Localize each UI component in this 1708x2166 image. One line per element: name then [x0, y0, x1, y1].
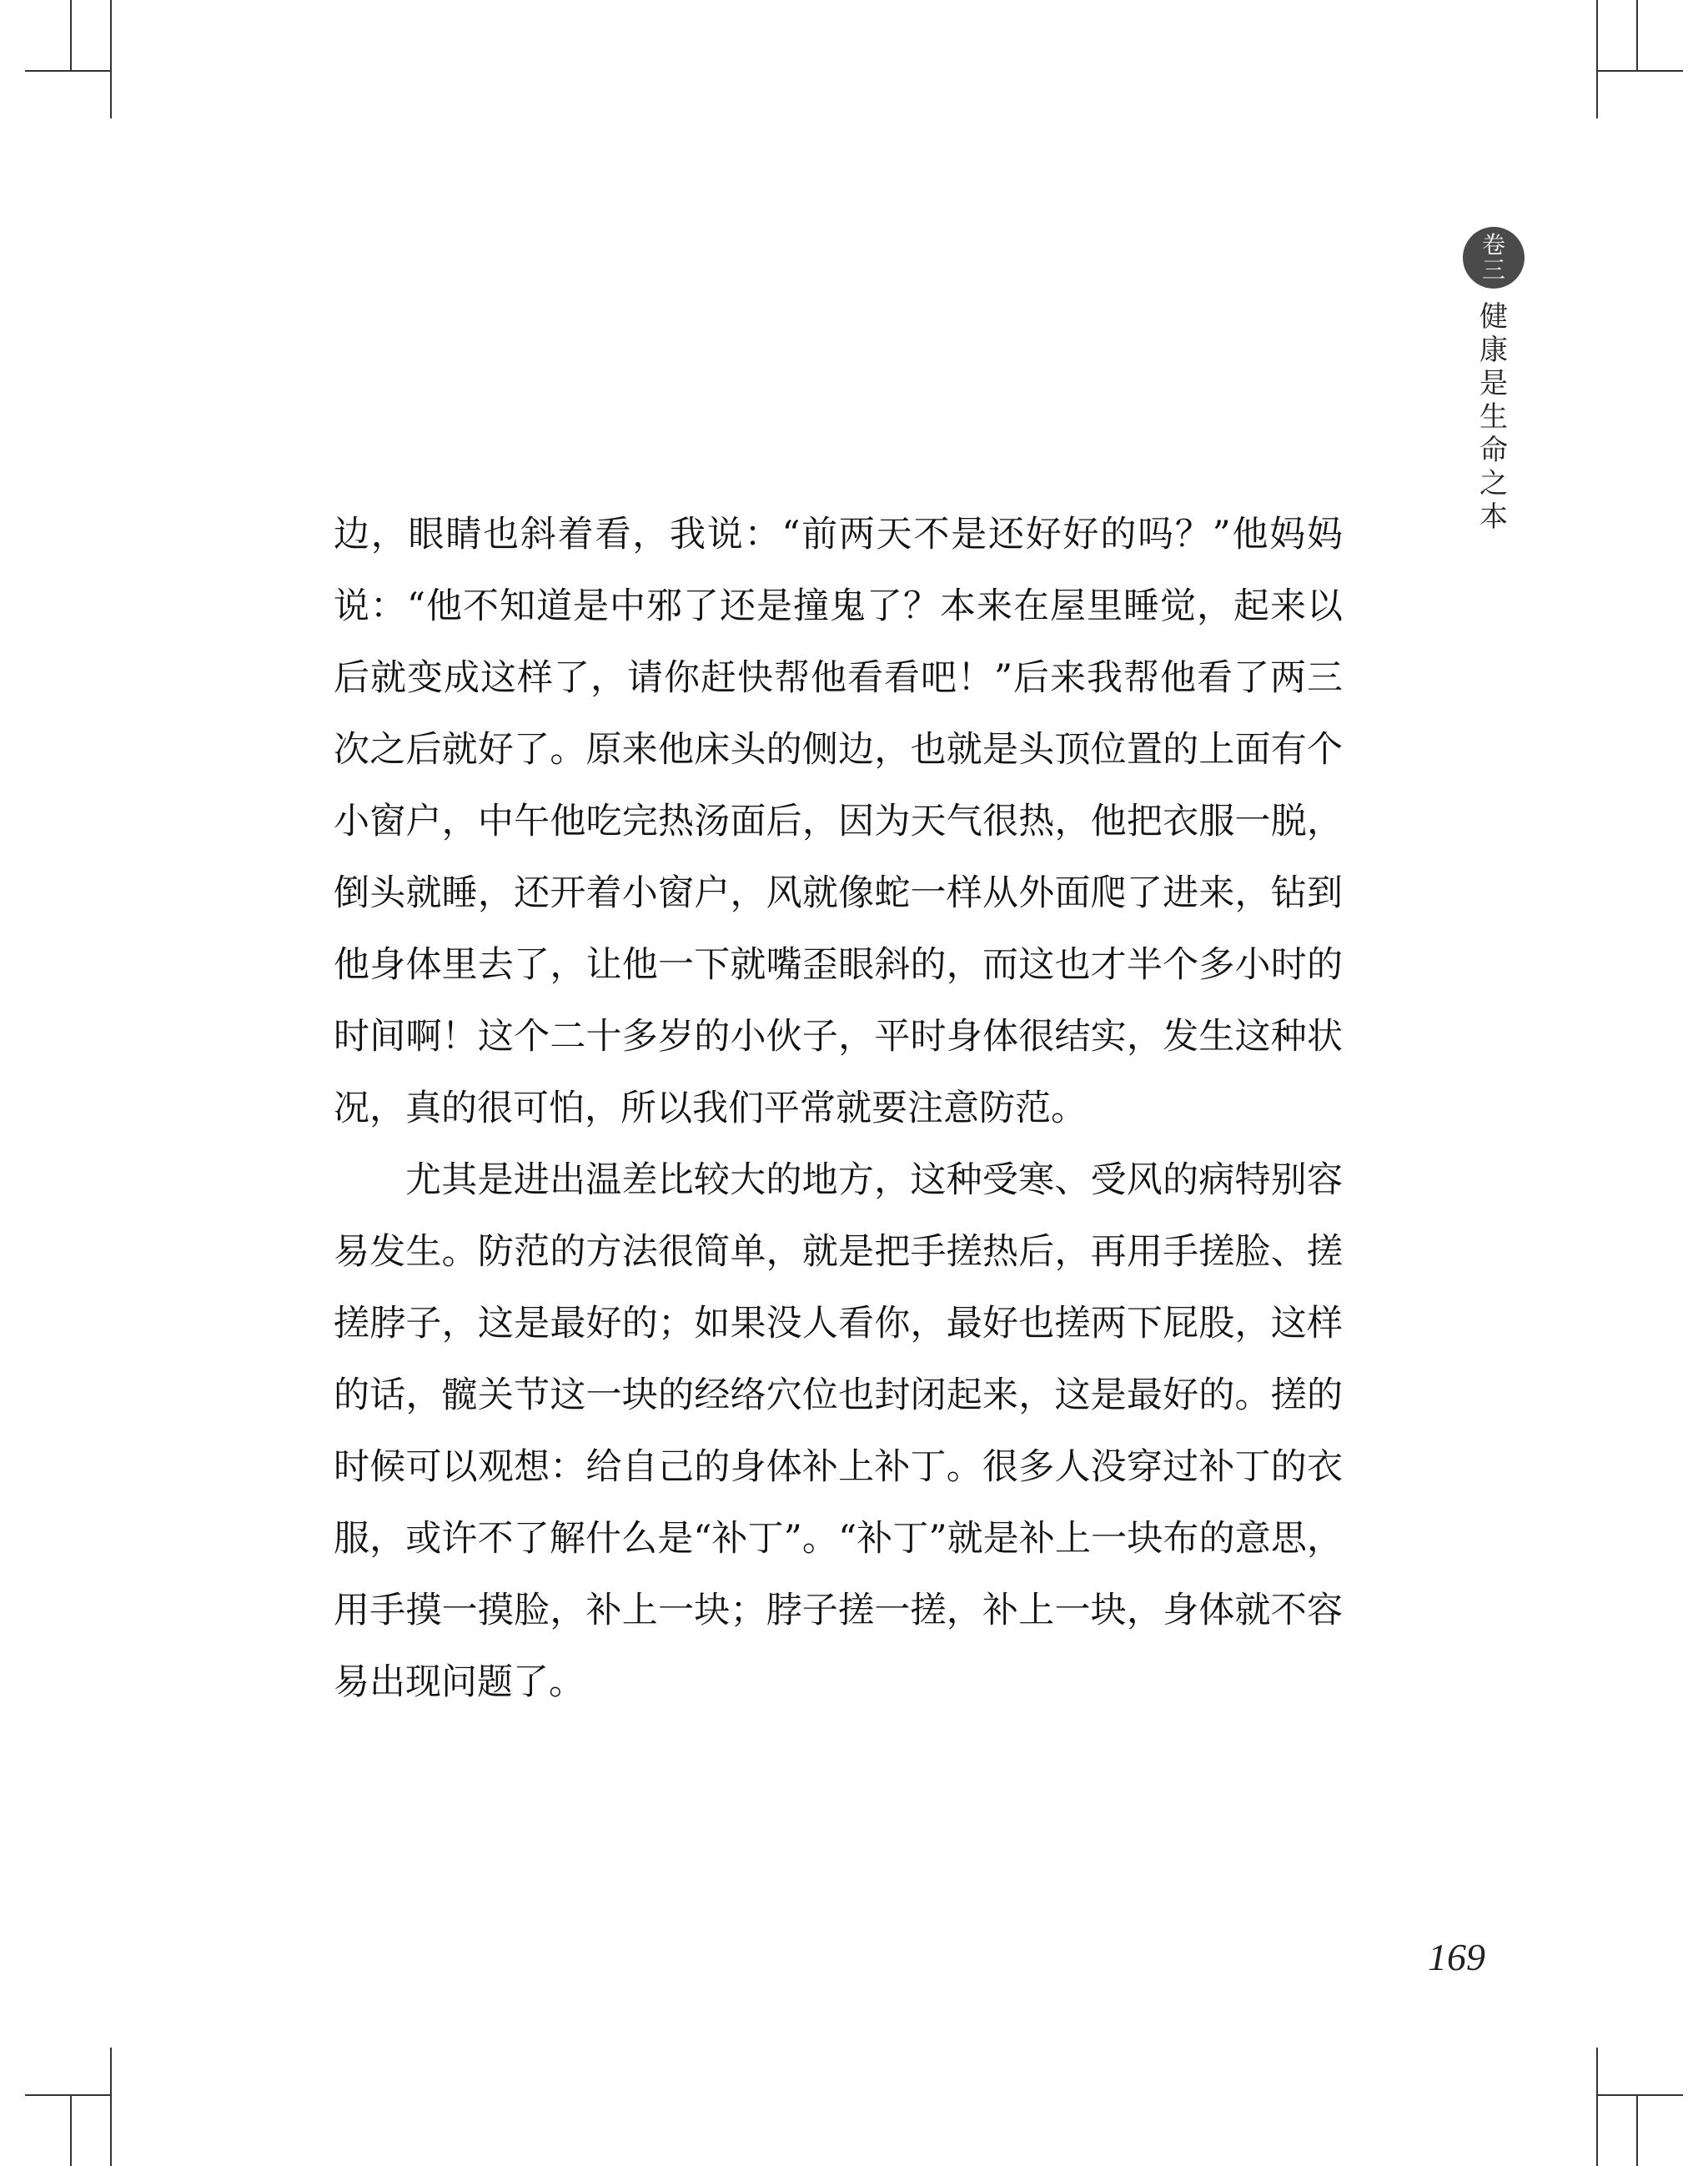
volume-badge	[1463, 227, 1525, 289]
crop-mark-top-right-vertical	[1596, 0, 1598, 118]
crop-mark-bottom-left-vertical	[110, 2048, 112, 2166]
volume-label-line2: 三	[1481, 256, 1505, 284]
paragraph-2: 尤其是进出温差比较大的地方，这种受寒、受风的病特别容易发生。防范的方法很简单，就是把手搓热后，再用手搓脸、搓搓脖子，这是最好的；如果没人看你，最好也搓两下屁股，这样的话，髋关节这一块的经络穴位也封闭起来，这是最好的。搓的时候可以观想：给自己的身体补上补丁。很多人没穿过补丁的衣服，或许不了解什么是“补丁”。“补丁”就是补上一块布的意思，用手摸一摸脸，补上一块；脖子搓一搓，补上一块，身体就不容易出现问题了。	[334, 1159, 1343, 1703]
crop-mark-bottom-right-vertical-outer	[1636, 2094, 1638, 2166]
crop-mark-bottom-left-vertical-outer	[70, 2094, 72, 2166]
section-title-vertical: 健康是生命之本	[1479, 300, 1508, 534]
body-text	[334, 499, 1343, 1718]
crop-mark-top-right-vertical-outer	[1636, 0, 1638, 70]
page-number: 169	[1428, 1936, 1485, 1978]
volume-label-line1: 卷	[1481, 231, 1505, 259]
crop-mark-top-left-vertical	[110, 0, 112, 118]
crop-mark-top-right-horizontal	[1598, 70, 1683, 72]
paragraph-1: 边，眼睛也斜着看，我说：“前两天不是还好好的吗？”他妈妈说：“他不知道是中邪了还是撞鬼了？本来在屋里睡觉，起来以后就变成这样了，请你赶快帮他看看吧！”后来我帮他看了两三次之后就好了。原来他床头的侧边，也就是头顶位置的上面有个小窗户，中午他吃完热汤面后，因为天气很热，他把衣服一脱，倒头就睡，还开着小窗户，风就像蛇一样从外面爬了进来，钻到他身体里去了，让他一下就嘴歪眼斜的，而这也才半个多小时的时间啊！这个二十多岁的小伙子，平时身体很结实，发生这种状况，真的很可怕，所以我们平常就要注意防范。	[334, 514, 1343, 1129]
crop-mark-top-left-vertical-outer	[70, 0, 72, 70]
crop-mark-bottom-right-vertical	[1596, 2048, 1598, 2166]
crop-mark-top-left-horizontal	[25, 70, 110, 72]
crop-mark-bottom-right-horizontal	[1598, 2094, 1683, 2096]
crop-mark-bottom-left-horizontal	[25, 2094, 110, 2096]
